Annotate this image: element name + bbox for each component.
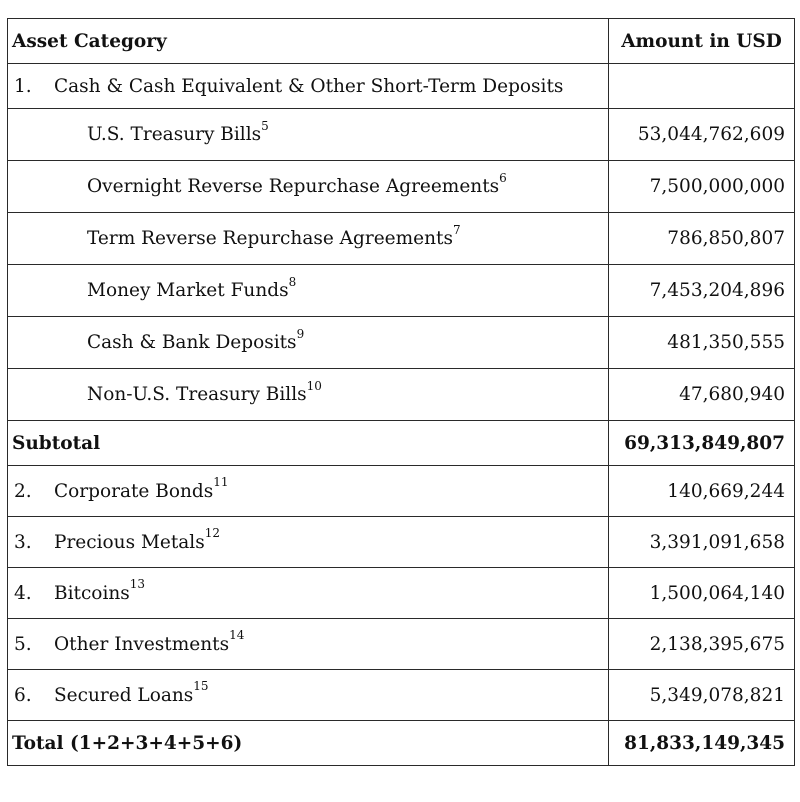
table-row [8,161,795,213]
assets-table [7,18,795,766]
table-row [8,619,795,670]
footnote-ref: 11 [213,475,229,490]
item-label: Bitcoins [54,582,130,604]
subtotal-row [8,421,795,466]
section-1-row [8,64,795,109]
header-amount-usd: Amount in USD [609,19,795,64]
footnote-ref: 14 [229,628,245,643]
subitem-label: Cash & Bank Deposits [87,332,297,353]
subitem-label: Non-U.S. Treasury Bills [87,384,307,405]
subitem-amount: 47,680,940 [609,369,795,421]
footnote-ref: 5 [261,118,269,133]
row-number: 4. [14,582,32,604]
row-number: 2. [14,480,32,502]
row-number: 6. [14,684,32,706]
footnote-ref: 9 [296,326,305,341]
subtotal-label: Subtotal [8,421,609,466]
subtotal-amount: 69,313,849,807 [609,421,795,466]
subitem-label: Money Market Funds [87,280,289,301]
table-row [8,517,795,568]
subitem-amount: 7,453,204,896 [609,265,795,317]
table-row [8,213,795,265]
table-row [8,369,795,421]
subitem-label: Overnight Reverse Repurchase Agreements [87,176,500,197]
footnote-ref: 12 [204,526,220,541]
subitem-label: Term Reverse Repurchase Agreements [87,228,453,249]
item-label: Other Investments [54,633,230,655]
subitem-amount: 786,850,807 [609,213,795,265]
table-row [8,568,795,619]
table-row [8,670,795,721]
footnote-ref: 6 [499,170,507,185]
item-label: Secured Loans [54,684,194,706]
table-row [8,317,795,369]
subitem-amount: 481,350,555 [609,317,795,369]
item-label: Corporate Bonds [54,480,214,502]
item-amount: 2,138,395,675 [609,619,795,670]
footnote-ref: 13 [129,577,146,592]
footnote-ref: 8 [288,274,297,289]
footnote-ref: 15 [193,679,209,694]
table-header-row [8,19,795,64]
section-amount [609,64,795,109]
footnote-ref: 7 [452,222,461,237]
item-amount: 5,349,078,821 [609,670,795,721]
item-amount: 1,500,064,140 [609,568,795,619]
subitem-amount: 7,500,000,000 [609,161,795,213]
subitem-amount: 53,044,762,609 [609,109,795,161]
footnote-ref: 10 [306,378,322,393]
total-label: Total (1+2+3+4+5+6) [8,721,609,766]
row-number: 3. [14,531,32,553]
item-amount: 140,669,244 [609,466,795,517]
table-row [8,466,795,517]
table-row [8,265,795,317]
row-number: 5. [14,633,32,655]
table-row [8,109,795,161]
total-amount: 81,833,149,345 [609,721,795,766]
item-label: Precious Metals [54,531,205,553]
total-row [8,721,795,766]
header-asset-category: Asset Category [8,19,609,64]
row-number: 1. [14,75,32,97]
subitem-label: U.S. Treasury Bills [87,124,262,145]
section-label: Cash & Cash Equivalent & Other Short-Term Deposits [54,75,564,97]
item-amount: 3,391,091,658 [609,517,795,568]
